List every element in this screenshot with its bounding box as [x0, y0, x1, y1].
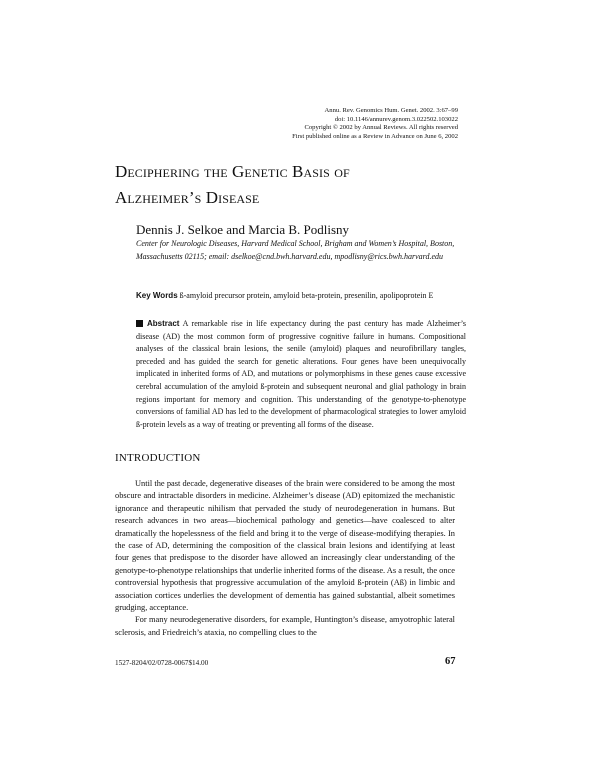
keywords-label: Key Words [136, 291, 178, 300]
section-heading-introduction: INTRODUCTION [115, 452, 201, 464]
copyright-line: Copyright © 2002 by Annual Reviews. All rights reserved [304, 124, 458, 132]
paragraph: For many neurodegenerative disorders, for example, Huntington’s disease, amyotrophic lateral sclerosis, and Friedreich’s ataxia, no compelling clues to the [115, 615, 455, 637]
title-line-2: Alzheimer’s Disease [115, 188, 260, 207]
publication-date-line: First published online as a Review in Advance on June 6, 2002 [292, 132, 458, 140]
affiliation: Center for Neurologic Diseases, Harvard Medical School, Brigham and Women’s Hospital, Boston, Massachusetts 02115; email: dselkoe@cnd.bwh.harvard.edu, mpodlisny@rics.bwh.harvard.edu [136, 239, 455, 261]
keywords-text: ß-amyloid precursor protein, amyloid beta-protein, presenilin, apolipoprotein E [179, 291, 434, 300]
bullet-square-icon [136, 320, 143, 327]
introduction-body [115, 478, 455, 639]
doi-line: doi: 10.1146/annurev.genom.3.022502.103022 [334, 115, 458, 123]
abstract-block [136, 318, 466, 431]
keywords-block [136, 290, 466, 303]
page-number: 67 [445, 656, 456, 667]
citation-line: Annu. Rev. Genomics Hum. Genet. 2002. 3:67–99 [324, 107, 458, 114]
title-line-1: Deciphering the Genetic Basis of [115, 162, 350, 181]
paper-title [115, 159, 475, 211]
issn-price-code: 1527-8204/02/0728-0067$14.00 [115, 659, 209, 667]
paragraph: Until the past decade, degenerative diseases of the brain were considered to be among the most obscure and intractable disorders in medicine. Alzheimer’s disease (AD) epitomized the mechanistic ignorance and therapeutic nihilism that pervaded the study of neurodegeneration in humans. But research advances in two areas—biochemical pathology and genetics—have coalesced to alter dramatically the hopelessness of the field and bring it to the verge of disease-modifying therapies. In the case of AD, determining the composition of the classical brain lesions and identifying at least four genes that predispose to the disorder have allowed an increasingly clear understanding of the genotype-to-phenotype relationships that underlie inherited forms of the disease. As a result, the once controversial hypothesis that progressive accumulation of the amyloid ß-protein (Aß) in limbic and association cortices underlies the development of dementia has gained substantial, albeit sometimes grudging, acceptance. [115, 479, 455, 613]
journal-citation-header [292, 107, 458, 141]
abstract-label: Abstract [147, 319, 180, 328]
authors: Dennis J. Selkoe and Marcia B. Podlisny [136, 222, 350, 237]
abstract-text: A remarkable rise in life expectancy during the past century has made Alzheimer’s disease (AD) the most common form of progressive cognitive failure in humans. Compositional analyses of the classical brain lesions, the senile (amyloid) plaques and neurofibrillary tangles, preceded and has guided the search for genetic alterations. Four genes have been unequivocally implicated in inherited forms of AD, and mutations or polymorphisms in these genes cause excessive cerebral accumulation of the amyloid ß-protein and subsequent neuronal and glial pathology in brain regions important for memory and cognition. This understanding of the genotype-to-phenotype conversions of familial AD has led to the development of pharmacological strategies to lower amyloid ß-protein levels as a way of treating or preventing all forms of the disease. [136, 319, 467, 429]
